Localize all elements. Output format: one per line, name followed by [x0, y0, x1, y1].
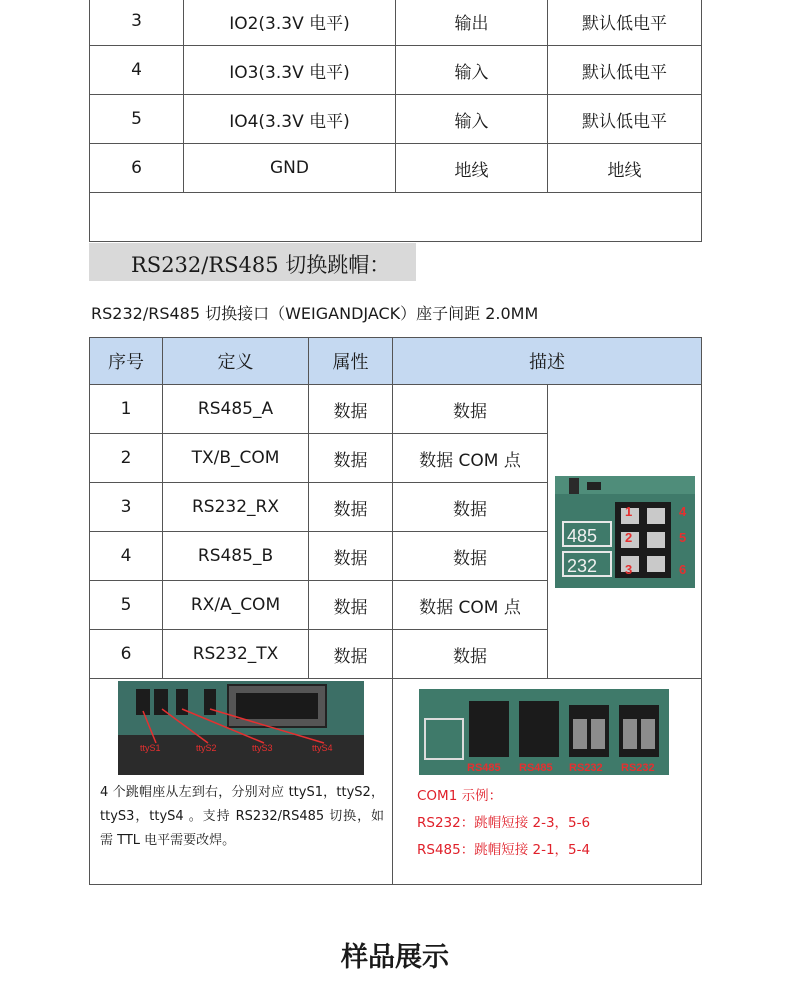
board-label-232: 232: [566, 555, 597, 576]
board-label-485: 485: [566, 525, 597, 546]
io-def: IO2(3.3V 电平): [184, 0, 396, 46]
section-subtitle: RS232/RS485 切换接口（WEIGANDJACK）座子间距 2.0MM: [91, 304, 539, 323]
tty-label-2: ttyS2: [196, 743, 217, 753]
com1-example-title: COM1 示例：: [417, 788, 503, 804]
jp-no: 2: [90, 434, 163, 483]
pin-photo-cell: [548, 385, 702, 679]
io-dir: 输入: [396, 95, 548, 144]
jp-no: 6: [90, 630, 163, 679]
jp-no: 3: [90, 483, 163, 532]
section-banner: [89, 243, 416, 281]
tty-label-3: ttyS3: [252, 743, 273, 753]
left-note-text: 4 个跳帽座从左到右，分别对应 ttyS1，ttyS2，ttyS3，ttyS4 。支持 RS232/RS485 切换，如需 TTL 电平需要改焊。: [100, 785, 384, 848]
left-note-cell: [90, 679, 393, 885]
jp-no: 5: [90, 581, 163, 630]
notes-row: [90, 679, 702, 885]
table-row: [90, 46, 702, 95]
io-def: IO3(3.3V 电平): [184, 46, 396, 95]
header-desc: 描述: [393, 338, 702, 385]
jp-attr: 数据: [309, 483, 393, 532]
jp-def: RS232_TX: [163, 630, 309, 679]
pin-6: 6: [678, 561, 686, 577]
io-dir: 输入: [396, 46, 548, 95]
pin-5: 5: [678, 529, 686, 545]
jp-def: RS485_A: [163, 385, 309, 434]
io-no: 5: [90, 95, 184, 144]
io-definition-table: [89, 0, 702, 242]
empty-cell: [90, 193, 702, 242]
io-dir: 地线: [396, 144, 548, 193]
header-def: 定义: [163, 338, 309, 385]
jp-desc: 数据 COM 点: [393, 581, 548, 630]
com-label-4: RS232: [621, 762, 655, 774]
table-row: [90, 95, 702, 144]
com-label-2: RS485: [519, 762, 553, 774]
right-note-cell: [393, 679, 702, 885]
com1-jumper-photo: [419, 689, 669, 775]
table-row: [90, 385, 702, 434]
tty-label-4: ttyS4: [312, 743, 333, 753]
jp-def: TX/B_COM: [163, 434, 309, 483]
jp-attr: 数据: [309, 385, 393, 434]
com1-example: [417, 783, 701, 864]
jp-attr: 数据: [309, 532, 393, 581]
pin-1: 1: [624, 503, 632, 519]
com1-rs485-line: RS485：跳帽短接 2-1，5-4: [417, 842, 591, 858]
jp-no: 4: [90, 532, 163, 581]
pin-2: 2: [624, 529, 632, 545]
header-attr: 属性: [309, 338, 393, 385]
table-row-empty: [90, 193, 702, 242]
io-no: 6: [90, 144, 184, 193]
tty-jumper-photo: [118, 681, 364, 775]
io-desc: 默认低电平: [548, 46, 702, 95]
jp-desc: 数据 COM 点: [393, 434, 548, 483]
com-label-1: RS485: [467, 762, 501, 774]
jp-desc: 数据: [393, 483, 548, 532]
tty-label-1: ttyS1: [140, 743, 161, 753]
io-no: 4: [90, 46, 184, 95]
io-no: 3: [90, 0, 184, 46]
pin-3: 3: [624, 561, 632, 577]
jp-desc: 数据: [393, 630, 548, 679]
io-desc: 默认低电平: [548, 95, 702, 144]
io-dir: 输出: [396, 0, 548, 46]
jumper-table: [89, 337, 702, 885]
jp-no: 1: [90, 385, 163, 434]
io-desc: 默认低电平: [548, 0, 702, 46]
jp-def: RX/A_COM: [163, 581, 309, 630]
com1-rs232-line: RS232：跳帽短接 2-3，5-6: [417, 815, 591, 831]
jp-desc: 数据: [393, 385, 548, 434]
io-def: GND: [184, 144, 396, 193]
jp-attr: 数据: [309, 630, 393, 679]
jp-attr: 数据: [309, 581, 393, 630]
pin-4: 4: [678, 503, 686, 519]
jp-def: RS485_B: [163, 532, 309, 581]
jp-def: RS232_RX: [163, 483, 309, 532]
section-title: RS232/RS485 切换跳帽：: [131, 253, 391, 277]
header-no: 序号: [90, 338, 163, 385]
io-desc: 地线: [548, 144, 702, 193]
jp-desc: 数据: [393, 532, 548, 581]
sample-showcase-title: 样品展示: [341, 942, 449, 973]
header-row: [90, 338, 702, 385]
table-row: [90, 0, 702, 46]
table-row: [90, 144, 702, 193]
com-label-3: RS232: [569, 762, 603, 774]
jp-attr: 数据: [309, 434, 393, 483]
jumper-pin-photo: [555, 476, 695, 588]
io-def: IO4(3.3V 电平): [184, 95, 396, 144]
